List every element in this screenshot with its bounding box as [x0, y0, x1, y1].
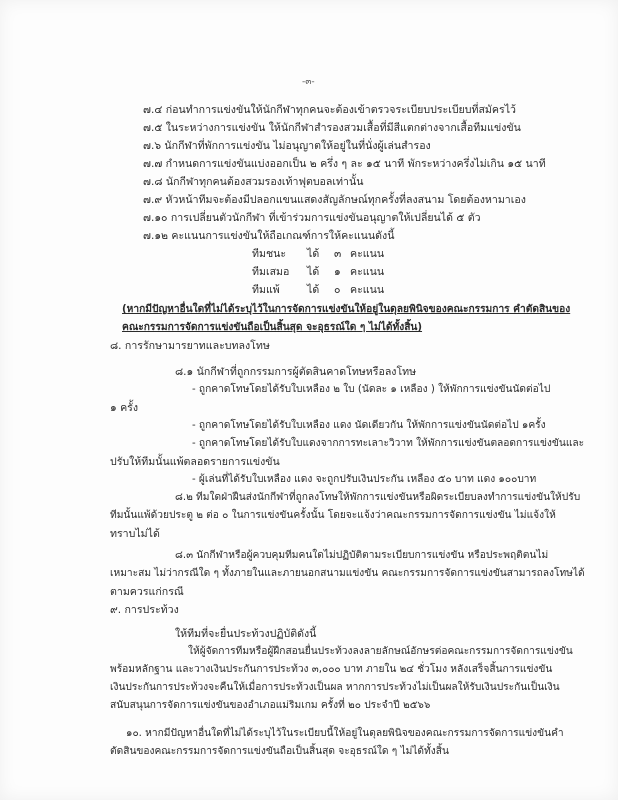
- rule-7-12: ๗.๑๒ คะแนนการแข่งขันให้ถือเกณฑ์การให้คะแนนดังนี้: [143, 230, 395, 242]
- section-9-title: ๙. การประท้วง: [110, 604, 179, 616]
- score-result: ทีมชนะ: [252, 248, 287, 260]
- score-unit: คะแนน: [350, 266, 385, 278]
- score-result: ทีมแพ้: [252, 284, 280, 296]
- rule-7-4: ๗.๔ ก่อนทำการแข่งขันให้นักกีฬาทุกคนจะต้องเข้าตรวจระเบียบประเบียบที่สมัครไว้: [143, 104, 516, 116]
- note-committee-line-2: คณะกรรมการจัดการแข่งขันถือเป็นสิ้นสุด จะอุธรณ์ใด ๆ ไม่ได้ทั้งสิ้น): [122, 322, 423, 333]
- score-points: ๓: [334, 248, 342, 260]
- section-8-title: ๘. การรักษามารยาทและบทลงโทษ: [110, 340, 270, 352]
- section-8-2-line: ทราบไม่ได้: [110, 528, 160, 540]
- section-8-1-line: - ถูกคาดโทษโดยได้รับใบเหลือง ๒ ใบ (นัดละ ๑ เหลือง ) ให้พักการแข่งขันนัดต่อไป: [192, 384, 551, 395]
- score-points: ๐: [334, 284, 341, 296]
- rule-7-7: ๗.๗ กำหนดการแข่งขันแบ่งออกเป็น ๒ ครึ่ง ๆ ละ ๑๕ นาที พักระหว่างครึ่งไม่เกิน ๑๕ นาที: [143, 158, 546, 170]
- section-8-1-line: ปรับให้ทีมนั้นแพ้ตลอดรายการแข่งขัน: [110, 456, 280, 468]
- score-unit: คะแนน: [350, 248, 385, 260]
- section-10-line-1: ๑๐. หากมีปัญหาอื่นใดที่ไม่ได้ระบุไว้ในระเบียบนี้ให้อยู่ในดุลยพินิจของคณะกรรมการจัดการแข่งขันคำ: [126, 728, 564, 739]
- rule-7-5: ๗.๕ ในระหว่างการแข่งขัน ให้นักกีฬาสำรองสวมเสื้อที่มีสีแตกต่างจากเสื้อทีมแข่งขัน: [143, 122, 521, 134]
- section-8-3-line: ตามควรแก่กรณี: [110, 586, 184, 598]
- rule-7-10: ๗.๑๐ การเปลี่ยนตัวนักกีฬา ที่เข้าร่วมการแข่งขันอนุญาตให้เปลี่ยนได้ ๕ ตัว: [143, 212, 481, 224]
- section-8-3-line: เหมาะสม ไม่ว่ากรณีใด ๆ ทั้งภายในและภายนอกสนามแข่งขัน คณะกรรมการจัดการแข่งขันสามารถลงโทษได้: [110, 568, 585, 579]
- score-get: ได้: [307, 284, 320, 296]
- score-get: ได้: [307, 266, 320, 278]
- section-9-body-line: พร้อมหลักฐาน และวางเงินประกันการประท้วง ๓,๐๐๐ บาท ภายใน ๒๔ ชั่วโมง หลังเสร็จสิ้นการแข่งขัน: [110, 664, 553, 675]
- score-get: ได้: [307, 248, 320, 260]
- section-9-intro: ให้ทีมที่จะยื่นประท้วงปฏิบัติดังนี้: [175, 628, 317, 640]
- section-8-2-line: ๘.๒ ทีมใดฝ่าฝืนส่งนักกีฬาที่ถูกลงโทษให้พักการแข่งขันหรือผิดระเบียบลงทำการแข่งขันให้ปรับ: [175, 492, 581, 503]
- section-9-body-line: เงินประกันการประท้วงจะคืนให้เมื่อการประท้วงเป็นผล หากการประท้วงไม่เป็นผลให้รับเงินประกันเป็นเงิน: [110, 682, 560, 693]
- section-8-1-heading: ๘.๑ นักกีฬาที่ถูกกรรมการผู้ตัดสินคาดโทษหรือลงโทษ: [175, 366, 417, 378]
- section-10-line-2: ตัดสินของคณะกรรมการจัดการแข่งขันถือเป็นสิ้นสุด จะอุธรณ์ใด ๆ ไม่ได้ทั้งสิ้น: [110, 746, 449, 757]
- section-8-1-line: - ถูกคาดโทษโดยได้รับใบเหลือง แดง นัดเดียวกัน ให้พักการแข่งขันนัดต่อไป ๑ครั้ง: [192, 420, 546, 431]
- note-committee-line-1: (หากมีปัญหาอื่นใดที่ไม่ได้ระบุไว้ในการจัดการแข่งขันให้อยู่ในดุลยพินิจของคณะกรรมการ คำตัดสินของ: [122, 304, 571, 315]
- score-points: ๑: [334, 266, 341, 278]
- section-8-2-line: ทีมนั้นแพ้ด้วยประตู ๒ ต่อ ๐ ในการแข่งขันครั้งนั้น โดยจะแจ้งว่าคณะกรรมการจัดการแข่งขัน ไม่แจ้งให้: [110, 510, 556, 521]
- score-result: ทีมเสมอ: [252, 266, 290, 278]
- section-9-body-line: ให้ผู้จัดการทีมหรือผู้ฝึกสอนยื่นประท้วงลงลายลักษณ์อักษรต่อคณะกรรมการจัดการแข่งขัน: [188, 646, 573, 657]
- section-9-body-line: สนับสนุนการจัดการแข่งขันของอำเภอแม่ริมเกม ครั้งที่ ๒๐ ประจำปี ๒๕๖๖: [110, 700, 431, 711]
- rule-7-8: ๗.๘ นักกีฬาทุกคนต้องสวมรองเท้าฟุตบอลเท่านั้น: [143, 176, 364, 188]
- score-unit: คะแนน: [350, 284, 385, 296]
- rule-7-9: ๗.๙ หัวหน้าทีมจะต้องมีปลอกแขนแสดงสัญลักษณ์ทุกครั้งที่ลงสนาม โดยต้องหามาเอง: [143, 194, 526, 206]
- rule-7-6: ๗.๖ นักกีฬาที่พักการแข่งขัน ไม่อนุญาตให้อยู่ในที่นั่งผู้เล่นสำรอง: [143, 140, 431, 152]
- page-number: -๓-: [302, 77, 315, 87]
- section-8-1-line: - ถูกคาดโทษโดยได้รับใบแดงจากการทะเลาะวิวาท ให้พักการแข่งขันตลอดการแข่งขันและ: [192, 438, 585, 449]
- section-8-3-line: ๘.๓ นักกีฬาหรือผู้ควบคุมทีมคนใดไม่ปฏิบัติตามระเบียบการแข่งขัน หรือประพฤติตนไม่: [175, 550, 549, 561]
- section-8-1-line: ๑ ครั้ง: [110, 402, 139, 414]
- section-8-1-line: - ผู้เล่นที่ได้รับใบเหลือง แดง จะถูกปรับเงินประกัน เหลือง ๕๐ บาท แดง ๑๐๐บาท: [192, 474, 537, 485]
